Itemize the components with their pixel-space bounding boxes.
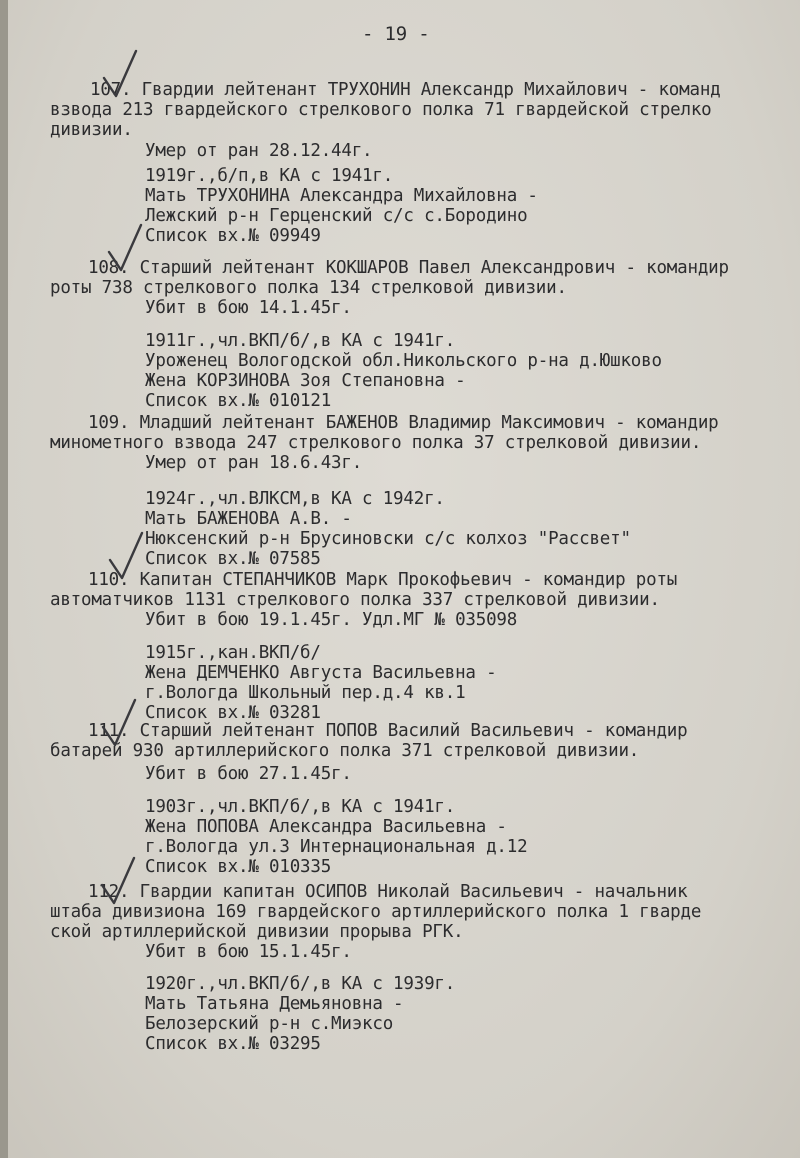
entry-detail-line: 1911г.,чл.ВКП/б/,в КА с 1941г.	[145, 331, 456, 351]
entry-heading-line: 110. Капитан СТЕПАНЧИКОВ Марк Прокофьевич - командир роты	[88, 570, 678, 590]
entry-fate: Умер от ран 28.12.44г.	[145, 141, 373, 161]
page-number: - 19 -	[362, 23, 430, 45]
entry-detail-line: Нюксенский р-н Брусиновски с/с колхоз "Рассвет"	[145, 529, 631, 549]
entry-detail-line: Список вх.№ 07585	[145, 549, 321, 569]
entry-detail-line: Уроженец Вологодской обл.Никольского р-на д.Юшково	[145, 351, 662, 371]
entry-detail-line: Мать Татьяна Демьяновна -	[145, 994, 404, 1014]
entry-heading-line: штаба дивизиона 169 гвардейского артиллерийского полка 1 гварде	[50, 902, 702, 922]
checkmark-icon	[105, 222, 145, 274]
entry-detail-line: Мать БАЖЕНОВА А.В. -	[145, 509, 352, 529]
entry-heading-line: дивизии.	[50, 120, 133, 140]
entry-heading-line: автоматчиков 1131 стрелкового полка 337 стрелковой дивизии.	[50, 590, 660, 610]
entry-detail-line: 1924г.,чл.ВЛКСМ,в КА с 1942г.	[145, 489, 445, 509]
checkmark-icon	[106, 530, 146, 582]
entry-detail-line: г.Вологда Школьный пер.д.4 кв.1	[145, 683, 466, 703]
entry-detail-line: 1915г.,кан.ВКП/б/	[145, 643, 321, 663]
entry-fate: Убит в бою 15.1.45г.	[145, 942, 352, 962]
entry-detail-line: Список вх.№ 03295	[145, 1034, 321, 1054]
entry-detail-line: Лежский р-н Герценский с/с с.Бородино	[145, 206, 528, 226]
entry-detail-line: Список вх.№ 09949	[145, 226, 321, 246]
entry-detail-line: Список вх.№ 03281	[145, 703, 321, 723]
entry-heading-line: 109. Младший лейтенант БАЖЕНОВ Владимир Максимович - командир	[88, 413, 719, 433]
entry-detail-line: Мать ТРУХОНИНА Александра Михайловна -	[145, 186, 538, 206]
entry-detail-line: 1903г.,чл.ВКП/б/,в КА с 1941г.	[145, 797, 456, 817]
entry-detail-line: г.Вологда ул.3 Интернациональная д.12	[145, 837, 528, 857]
entry-heading-line: роты 738 стрелкового полка 134 стрелковой дивизии.	[50, 278, 567, 298]
entry-heading-line: 112. Гвардии капитан ОСИПОВ Николай Васильевич - начальник	[88, 882, 688, 902]
entry-fate: Убит в бою 19.1.45г. Удл.МГ № 035098	[145, 610, 518, 630]
checkmark-icon	[98, 855, 138, 907]
entry-heading-line: 111. Старший лейтенант ПОПОВ Василий Васильевич - командир	[88, 721, 688, 741]
checkmark-icon	[99, 697, 139, 749]
entry-detail-line: Список вх.№ 010335	[145, 857, 332, 877]
entry-heading-line: 107. Гвардии лейтенант ТРУХОНИН Александр Михайлович - команд	[90, 80, 721, 100]
entry-detail-line: 1919г.,б/п,в КА с 1941г.	[145, 166, 394, 186]
entry-heading-line: ской артиллерийской дивизии прорыва РГК.	[50, 922, 464, 942]
scan-edge	[0, 0, 8, 1158]
entry-detail-line: Жена КОРЗИНОВА Зоя Степановна -	[145, 371, 466, 391]
entry-heading-line: 108. Старший лейтенант КОКШАРОВ Павел Александрович - командир	[88, 258, 729, 278]
entry-detail-line: Список вх.№ 010121	[145, 391, 332, 411]
entry-detail-line: Жена ДЕМЧЕНКО Августа Васильевна -	[145, 663, 497, 683]
checkmark-icon	[100, 48, 140, 100]
entry-detail-line: Белозерский р-н с.Миэксо	[145, 1014, 394, 1034]
entry-heading-line: минометного взвода 247 стрелкового полка 37 стрелковой дивизии.	[50, 433, 702, 453]
entry-detail-line: Жена ПОПОВА Александра Васильевна -	[145, 817, 507, 837]
entry-detail-line: 1920г.,чл.ВКП/б/,в КА с 1939г.	[145, 974, 456, 994]
entry-heading-line: взвода 213 гвардейского стрелкового полка 71 гвардейской стрелко	[50, 100, 712, 120]
entry-fate: Убит в бою 27.1.45г.	[145, 764, 352, 784]
entry-heading-line: батарей 930 артиллерийского полка 371 стрелковой дивизии.	[50, 741, 640, 761]
entry-fate: Убит в бою 14.1.45г.	[145, 298, 352, 318]
entry-fate: Умер от ран 18.6.43г.	[145, 453, 363, 473]
